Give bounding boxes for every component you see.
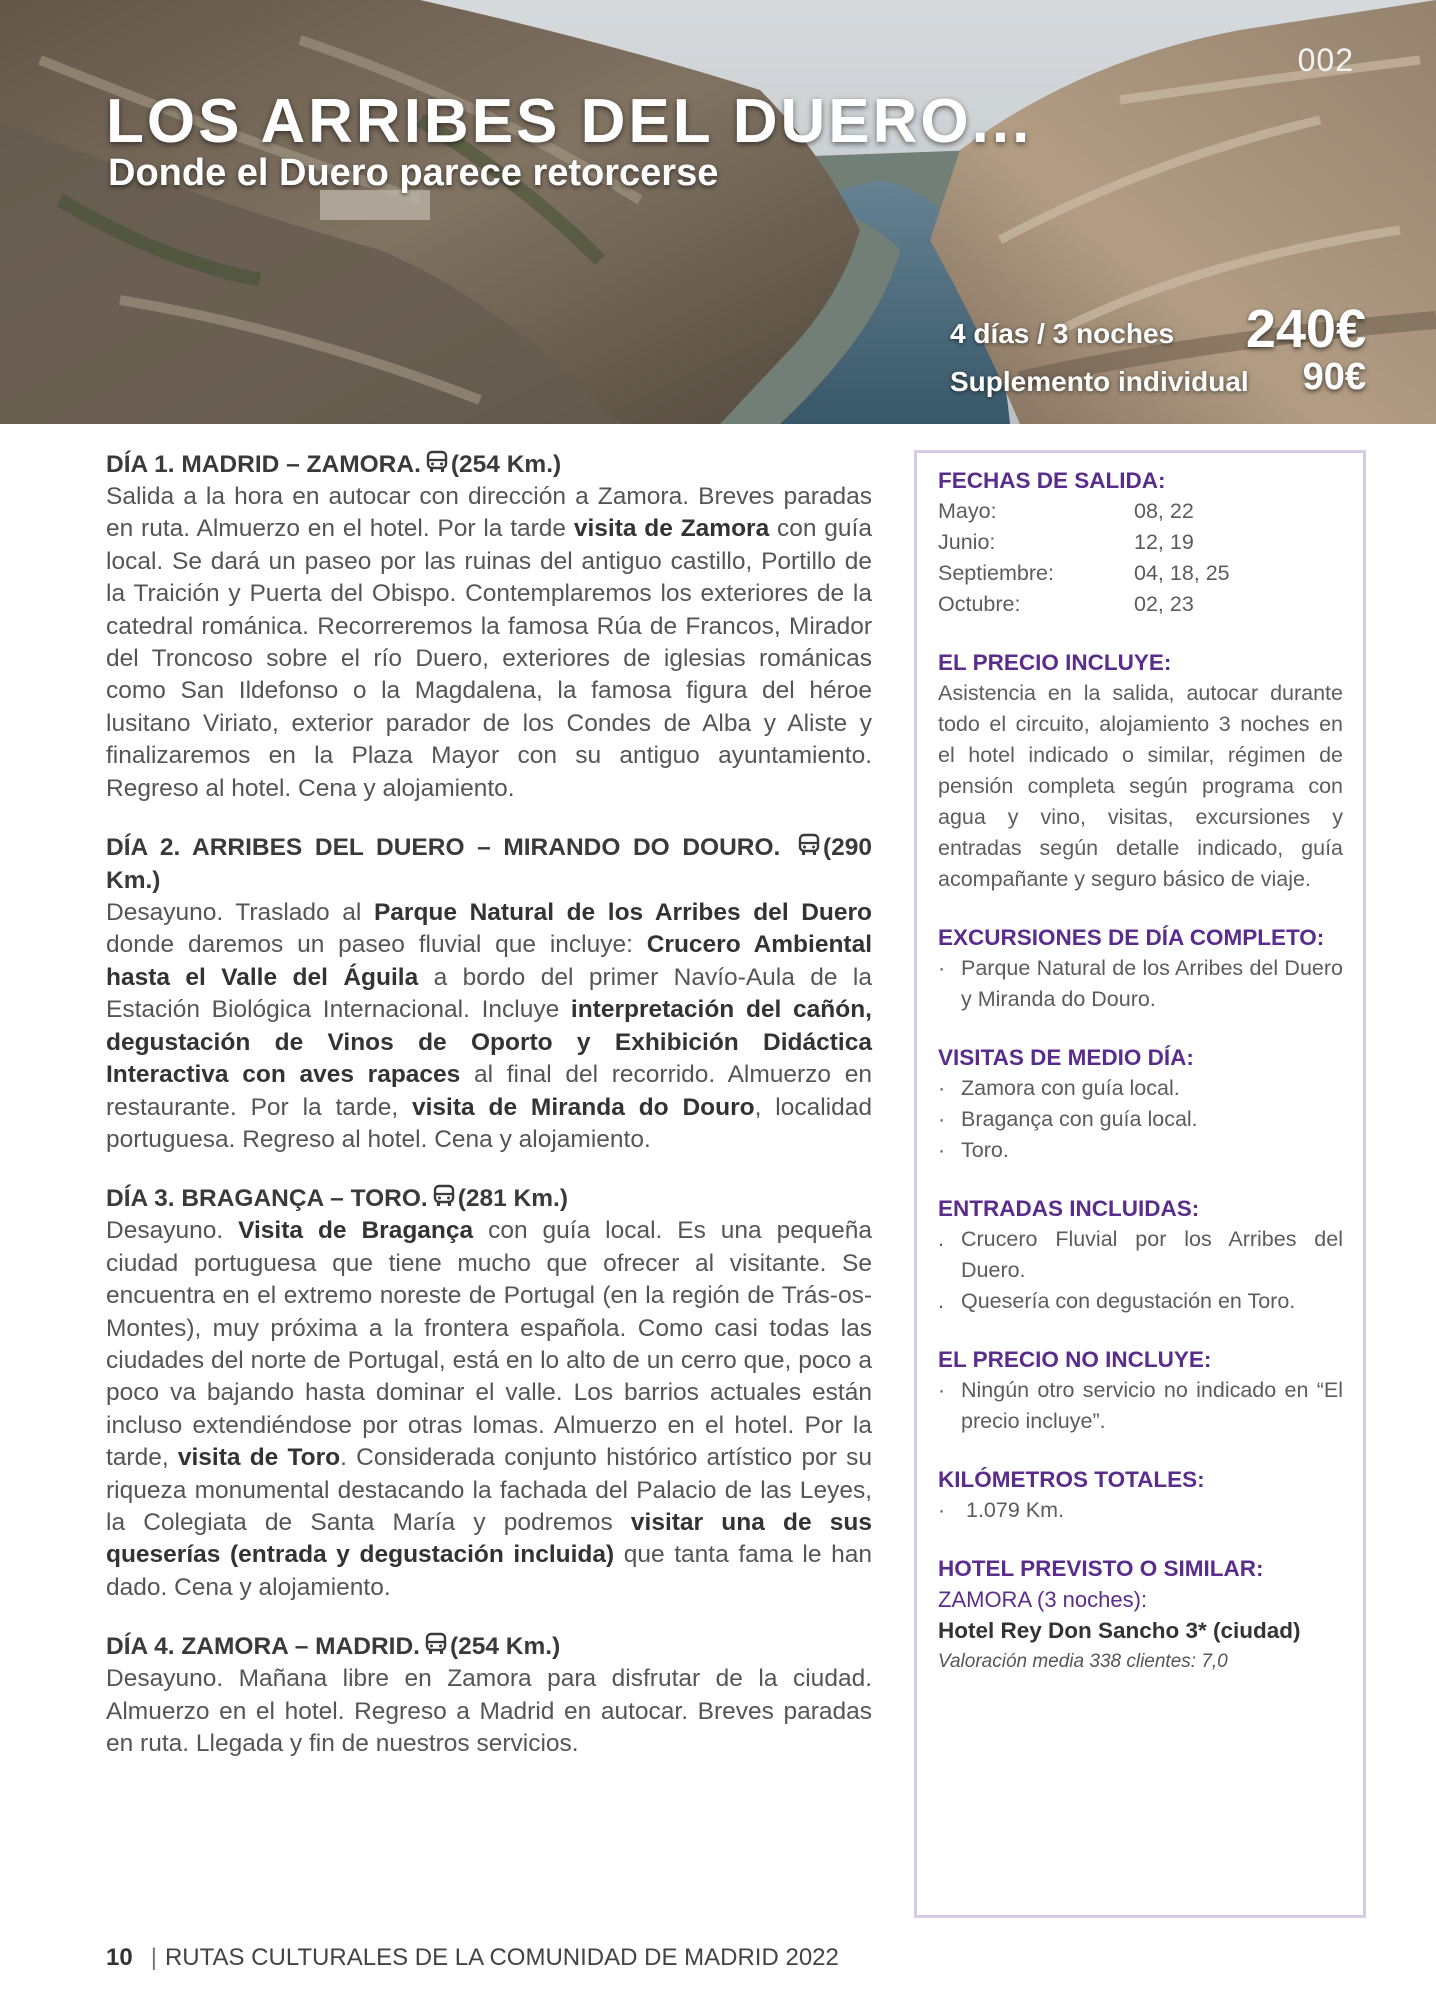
section-title: HOTEL PREVISTO O SIMILAR: (938, 1556, 1264, 1581)
text-run-bold: visitar una de sus queserías (entrada y degustación incluida) (106, 1508, 872, 1569)
date-days: 02, 23 (1134, 592, 1194, 616)
hotel-rating: Valoración media 338 clientes: 7,0 (938, 1651, 1228, 1672)
day-description (106, 1663, 872, 1760)
text-run: donde daremos un paseo fluvial que incluye: (106, 931, 647, 959)
footer-separator: | (150, 1944, 157, 1971)
day-description (106, 1215, 872, 1604)
day-block (106, 448, 872, 805)
price-includes-section (938, 647, 1343, 895)
date-row (938, 558, 1343, 589)
section-title: EXCURSIONES DE DÍA COMPLETO: (938, 925, 1325, 950)
text-run: Desayuno. Mañana libre en Zamora para disfrutar de la ciudad. Almuerzo en el hotel. Regreso a Madrid en autocar. Breves paradas en ruta. Llegada y fin de nuestros servicios. (106, 1665, 872, 1757)
hotel-name: Hotel Rey Don Sancho 3* (ciudad) (938, 1618, 1301, 1643)
date-month: Septiembre: (938, 561, 1054, 585)
page-footer (106, 1944, 839, 1972)
text-run: al final del recorrido. Almuerzo en restaurante. Por la tarde, (106, 1061, 872, 1121)
day-distance: (290 Km.) (106, 834, 872, 895)
text-run: , localidad portuguesa. Regreso al hotel. Cena y alojamiento. (106, 1093, 872, 1153)
footer-text: RUTAS CULTURALES DE LA COMUNIDAD DE MADRID 2022 (164, 1944, 839, 1971)
trip-price: 240€ (1245, 299, 1366, 359)
section-title: KILÓMETROS TOTALES: (938, 1467, 1205, 1492)
date-days: 12, 19 (1134, 530, 1194, 554)
date-row (938, 527, 1343, 558)
info-sidebar (914, 450, 1366, 1918)
list-item-text: Zamora con guía local. (961, 1076, 1180, 1100)
text-run-bold: Visita de Bragança (238, 1217, 474, 1245)
page-number: 10 (106, 1944, 133, 1971)
full-day-excursions-section (938, 922, 1343, 1015)
bus-icon (424, 1632, 448, 1656)
itinerary (106, 448, 872, 1786)
day-description (106, 481, 872, 805)
text-run-bold: visita de Toro (177, 1444, 341, 1472)
bus-icon (432, 1184, 456, 1208)
day-block (106, 1182, 872, 1604)
list-item: · Ningún otro servicio no indicado en “El precio incluye”. (938, 1375, 1343, 1437)
date-month: Mayo: (938, 499, 997, 523)
supplement-label: Suplemento individual (950, 366, 1249, 397)
section-title: ENTRADAS INCLUIDAS: (938, 1196, 1200, 1221)
text-run-bold: Parque Natural de los Arribes del Duero (373, 899, 872, 927)
day-distance: (281 Km.) (457, 1185, 569, 1213)
date-row (938, 496, 1343, 527)
trip-duration: 4 días / 3 noches (950, 318, 1175, 349)
section-title: FECHAS DE SALIDA: (938, 468, 1166, 493)
text-run-bold: Crucero Ambiental hasta el Valle del Águila (106, 931, 872, 991)
list-item-text: Bragança con guía local. (961, 1107, 1198, 1131)
text-run-bold: visita de Zamora (573, 515, 770, 543)
day-title: DÍA 2. ARRIBES DEL DUERO – MIRANDO DO DOURO. (106, 834, 781, 862)
date-days: 04, 18, 25 (1134, 561, 1230, 585)
day-block (106, 1630, 872, 1760)
list-item: · Parque Natural de los Arribes del Duero y Miranda do Douro. (938, 953, 1343, 1015)
not-included-section (938, 1344, 1343, 1437)
section-title: EL PRECIO INCLUYE: (938, 650, 1172, 675)
day-heading (106, 831, 872, 897)
day-block (106, 831, 872, 1156)
day-title: DÍA 1. MADRID – ZAMORA. (106, 451, 421, 478)
day-description (106, 897, 872, 1156)
hotel-city: ZAMORA (3 noches): (938, 1587, 1148, 1612)
day-title: DÍA 4. ZAMORA – MADRID. (106, 1633, 420, 1661)
day-heading (106, 1182, 872, 1215)
date-month: Octubre: (938, 592, 1021, 616)
text-run: Desayuno. (106, 1217, 239, 1245)
text-run-bold: interpretación del cañón, degustación de Vinos de Oporto y Exhibición Didáctica Interactiva con aves rapaces (106, 996, 872, 1089)
half-day-visits-section (938, 1042, 1343, 1166)
page-subtitle: Donde el Duero parece retorcerse (108, 152, 719, 194)
list-item-text: Ningún otro servicio no indicado en “El precio incluye”. (961, 1378, 1343, 1433)
date-row (938, 589, 1343, 620)
day-distance: (254 Km.) (450, 451, 562, 478)
list-item-text: Parque Natural de los Arribes del Duero y Miranda do Douro. (961, 956, 1343, 1011)
list-item: · Zamora con guía local. (938, 1073, 1343, 1104)
list-item-text: Toro. (961, 1138, 1009, 1162)
text-run: que tanta fama le han dado. Cena y alojamiento. (106, 1541, 872, 1601)
hotel-section (938, 1553, 1343, 1677)
bus-icon (425, 450, 449, 474)
list-item-text: Quesería con degustación en Toro. (961, 1289, 1296, 1313)
text-run: Salida a la hora en autocar con dirección a Zamora. Breves paradas en ruta. Almuerzo en el hotel. Por la tarde (106, 483, 872, 543)
text-run: con guía local. Se dará un paseo por las ruinas del antiguo castillo, Portillo de la Traición y Puerta del Obispo. Contemplaremos los exteriores de la catedral románica. Recorreremos la famosa Rúa de Francos, Mirador del Troncoso sobre el río Duero, exteriores de iglesias románicas como San Ildefonso o la Magdalena, la famosa figura del héroe lusitano Viriato, exterior parador de los Condes de Alba y Aliste y finalizaremos en la Plaza Mayor con su antiguo ayuntamiento. Regreso al hotel. Cena y alojamiento. (106, 515, 872, 802)
date-month: Junio: (938, 530, 996, 554)
list-item: · 1.079 Km. (938, 1495, 1343, 1526)
section-title: EL PRECIO NO INCLUYE: (938, 1347, 1212, 1372)
list-item-text: Crucero Fluvial por los Arribes del Duero. (961, 1227, 1343, 1282)
canyon-photo (0, 0, 1436, 424)
section-title: VISITAS DE MEDIO DÍA: (938, 1045, 1194, 1070)
day-distance: (254 Km.) (449, 1633, 561, 1661)
text-run-bold: visita de Miranda do Douro (411, 1093, 755, 1121)
day-heading (106, 448, 872, 481)
text-run: a bordo del primer Navío-Aula de la Estación Biológica Internacional. Incluye (106, 963, 872, 1024)
day-title: DÍA 3. BRAGANÇA – TORO. (106, 1185, 428, 1213)
list-item: · Toro. (938, 1135, 1343, 1166)
list-item: . Quesería con degustación en Toro. (938, 1286, 1343, 1317)
departure-dates-section (938, 465, 1343, 620)
text-run: con guía local. Es una pequeña ciudad portuguesa que tiene mucho que ofrecer al visitante. Se encuentra en el extremo noreste de Portugal (en la región de Trás-os-Montes), muy próxima a la frontera española. Como casi todas las ciudades del norte de Portugal, está en lo alto de un cerro que, poco a poco va bajando hasta dominar el valle. Los barrios actuales están incluso extendiéndose por otras lomas. Almuerzo en el hotel. Por la tarde, (106, 1217, 873, 1472)
included-tickets-section (938, 1193, 1343, 1317)
page-title: LOS ARRIBES DEL DUERO... (106, 87, 1033, 156)
includes-text: Asistencia en la salida, autocar durante todo el circuito, alojamiento 3 noches en el hotel indicado o similar, régimen de pensión completa según programa con agua y vino, visitas, excursiones y entradas según detalle indicado, guía acompañante y seguro básico de viaje. (938, 681, 1343, 891)
text-run: Desayuno. Traslado al (106, 899, 374, 927)
total-km-section (938, 1464, 1343, 1526)
text-run: . Considerada conjunto histórico artístico por su riqueza monumental destacando la fachada del Palacio de las Leyes, la Colegiata de Santa María y podremos (106, 1444, 872, 1536)
supplement-price: 90€ (1302, 356, 1366, 398)
list-item: . Crucero Fluvial por los Arribes del Duero. (938, 1224, 1343, 1286)
day-heading (106, 1630, 872, 1663)
bus-icon (797, 833, 821, 857)
route-code: 002 (1297, 42, 1354, 78)
date-days: 08, 22 (1134, 499, 1194, 523)
hero-banner (0, 0, 1436, 424)
list-item: · Bragança con guía local. (938, 1104, 1343, 1135)
list-item-text: 1.079 Km. (966, 1498, 1064, 1522)
